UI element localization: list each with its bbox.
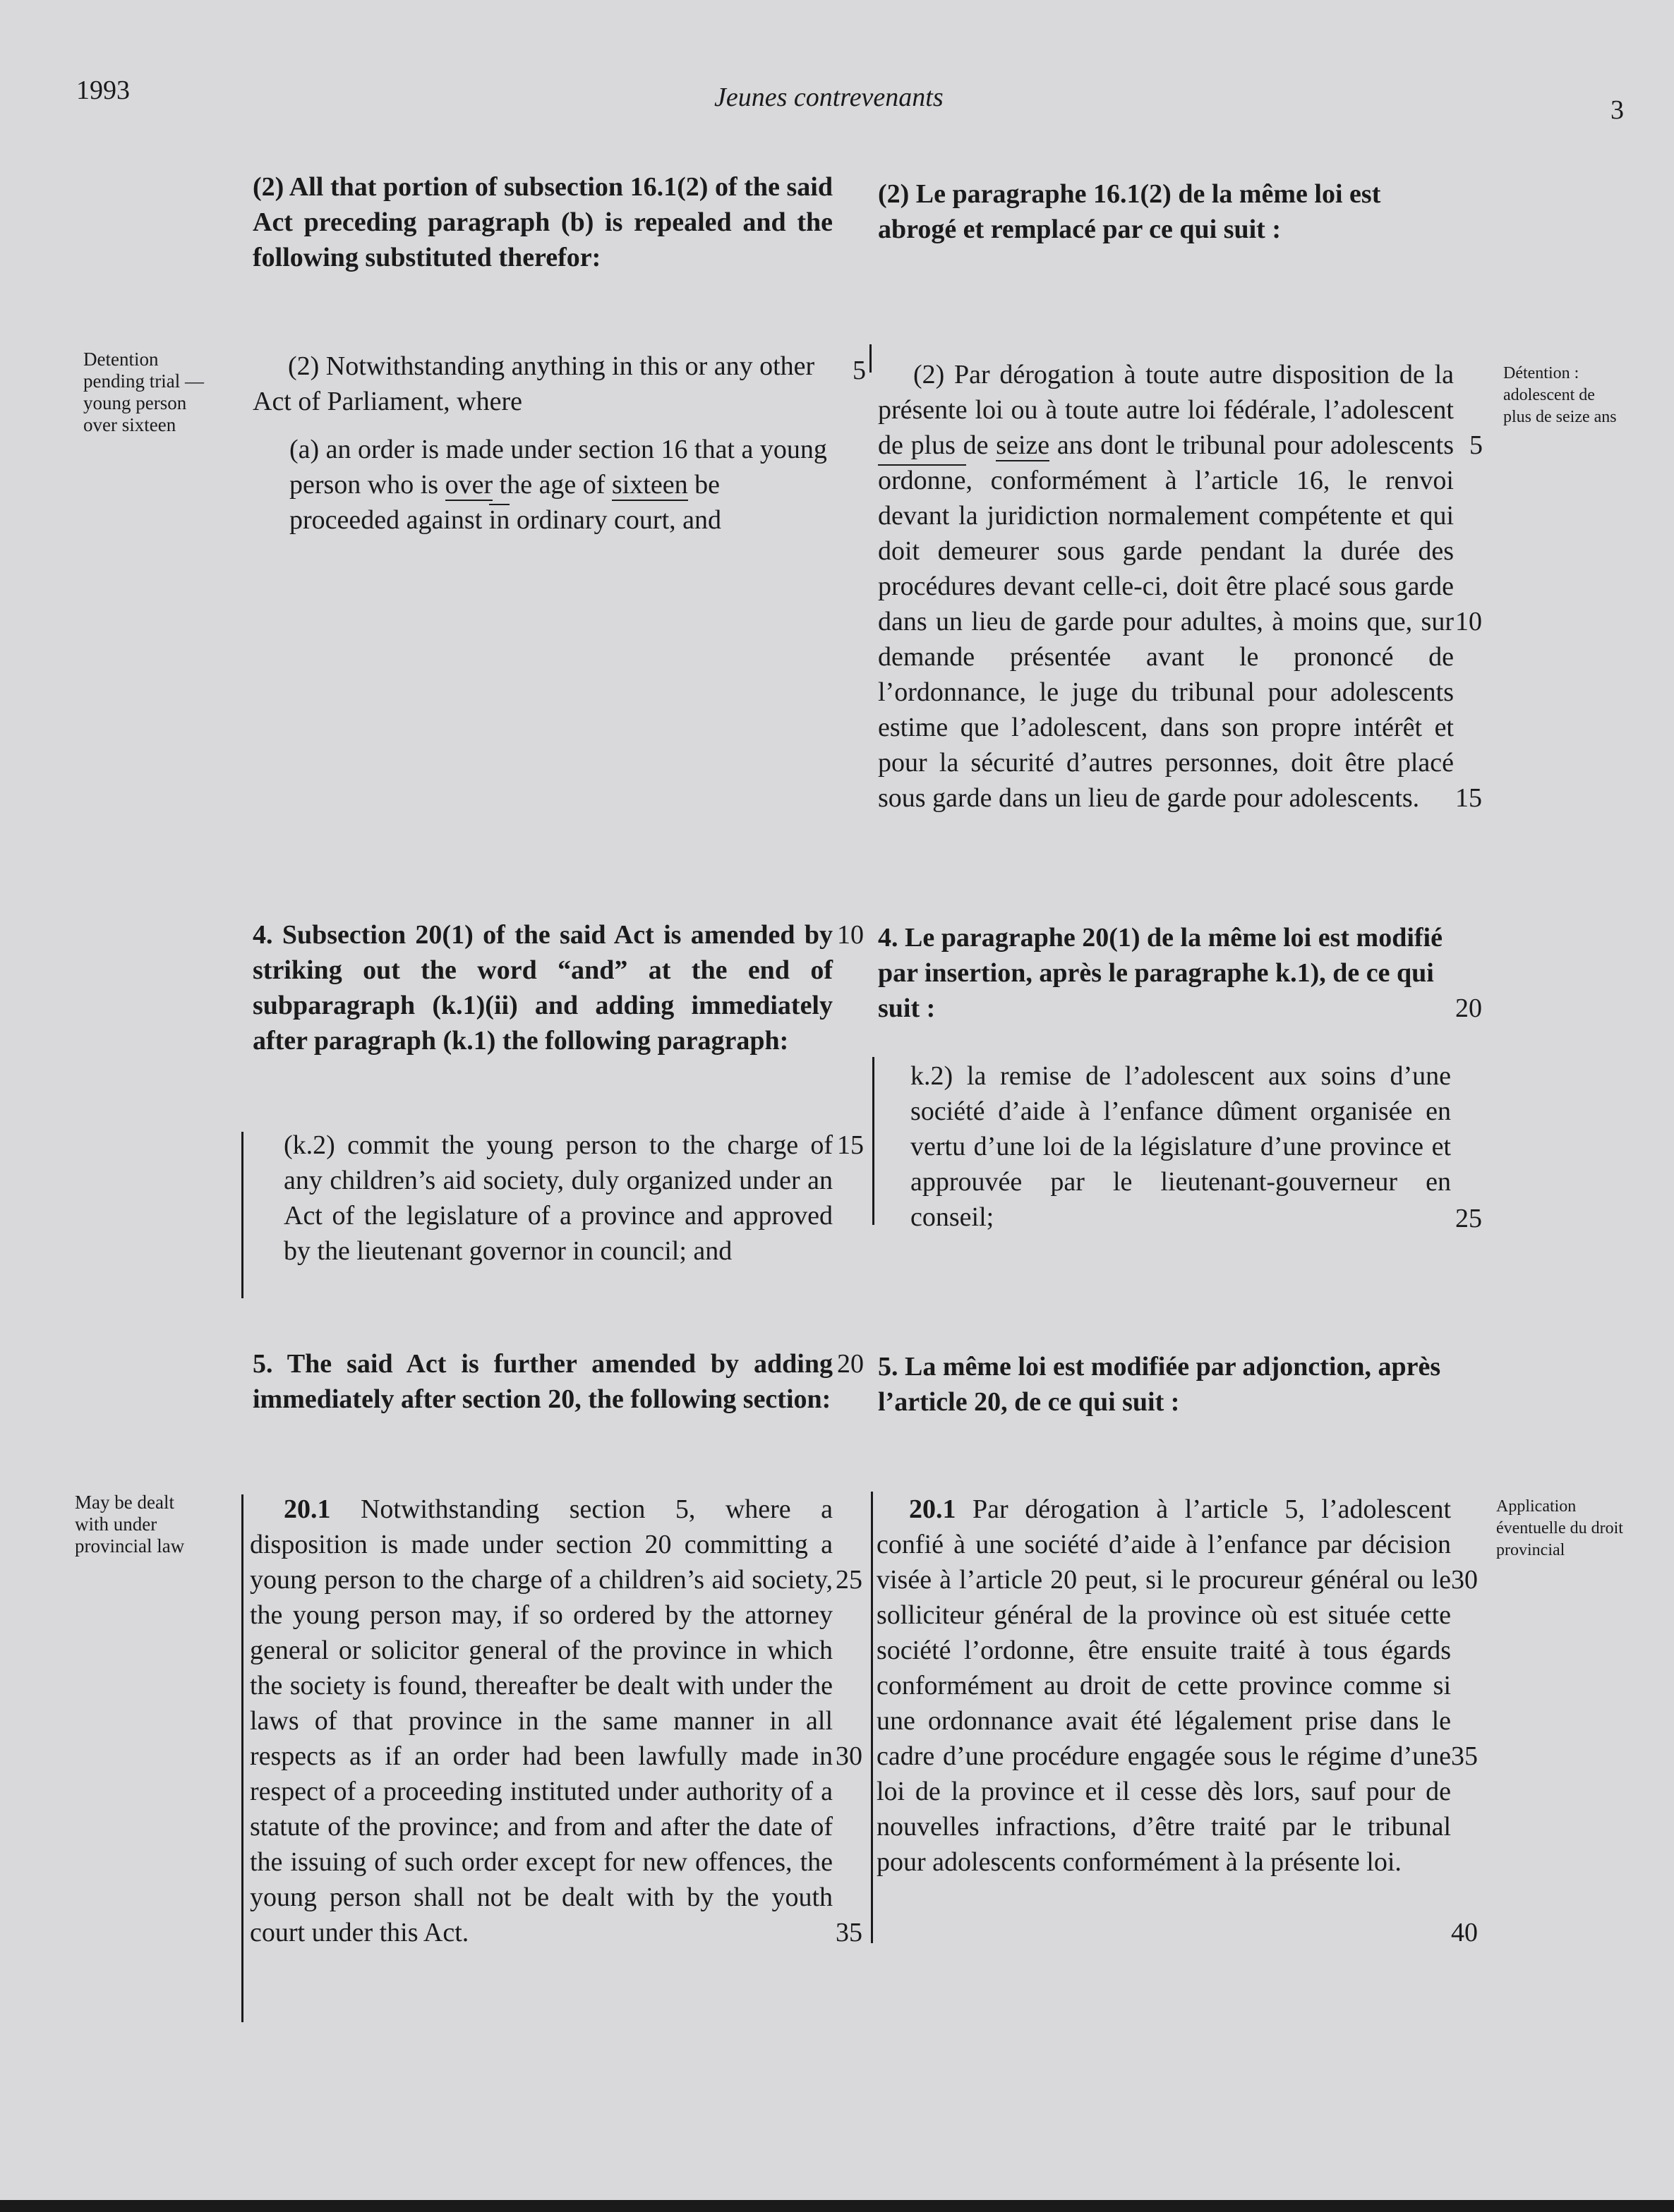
en-clause-3-text: (2) Notwithstanding anything in this or any other Act of Parliament, where	[253, 351, 815, 416]
en-para-a-part2: the age of	[499, 470, 606, 500]
en-line-number: 20	[837, 1349, 864, 1379]
fr-revision-bar-k2	[872, 1057, 874, 1225]
fr-line-number: 10	[1455, 607, 1482, 636]
fr-text-part3: , conformément à l’article 16, le renvoi devant la juridiction normalement compétente et qui doit demeurer sous garde pendant la durée des procédures devant celle-ci, doit être placé sous garde dans un lieu de garde pour adultes, à moins que, sur demande présentée avant le prononcé de l’ordonnance, le juge du tribunal pour adolescents estime que l’adolescent, dans son propre intérêt et pour la sécurité d’autres personnes, doit être placé sous garde dans un lieu de garde pour adolescents.	[878, 466, 1454, 813]
fr-text-part1: (2) Par dérogation à toute autre disposition de la présente loi ou à toute autre loi fédérale, l’adolescent de plus de	[878, 360, 1454, 460]
en-amended-word-in: in	[488, 505, 510, 535]
en-clause-3-paragraph-a	[289, 432, 833, 538]
fr-revision-tick	[869, 344, 872, 373]
margin-note-detention: Detention pending trial — young person over sixteen	[83, 349, 204, 435]
en-line-number: 15	[837, 1130, 864, 1160]
fr-line-number: 20	[1455, 993, 1482, 1023]
en-clause-4-text: (k.2) commit the young person to the charge of any children’s aid society, duly organized under an Act of the legislature of a province and approved by the lieutenant governor in council; and	[284, 1130, 833, 1266]
fr-section-20-1	[877, 1492, 1451, 1880]
fr-revision-bar-20-1	[871, 1492, 873, 1943]
en-line-number: 35	[836, 1918, 862, 1947]
en-para-a-part4: ordinary court, and	[516, 505, 722, 535]
fr-clause-4-heading: 4. Le paragraphe 20(1) de la même loi est modifié par insertion, après le paragraphe k.1), de ce qui suit :	[878, 923, 1443, 1023]
fr-clause-3-text	[878, 357, 1454, 816]
margin-note-provincial-law: May be dealt with under provincial law	[75, 1492, 185, 1557]
en-amended-word-sixteen: sixteen	[611, 470, 688, 500]
fr-line-number: 30	[1451, 1565, 1478, 1595]
fr-clause-3-heading: (2) Le paragraphe 16.1(2) de la même loi est abrogé et remplacé par ce qui suit :	[878, 179, 1381, 244]
en-section-number: 20.1	[284, 1494, 331, 1524]
fr-amended-word-seize: seize	[996, 430, 1050, 460]
en-revision-bar-20-1	[241, 1494, 243, 2022]
en-line-number: 25	[836, 1565, 862, 1595]
margin-note-detention-fr: Détention : adolescent de plus de seize ans	[1503, 364, 1617, 426]
fr-section-20-1-text: Par dérogation à l’article 5, l’adolescent confié à une société d’aide à l’enfance par décision visée à l’article 20 peut, si le procureur général ou le solliciteur général de la province où est située cette société l’ordonne, être ensuite traité à tous égards conformément au droit de cette province comme si une ordonnance avait été légalement prise dans le cadre d’une procédure engagée sous le régime d’une loi de la province et il cesse dès lors, sauf pour de nouvelles infractions, d’être traité par le tribunal pour adolescents conformément à la présente loi.	[877, 1494, 1451, 1877]
en-line-number: 10	[837, 920, 864, 950]
fr-text-part2: ans dont le tribunal pour adolescents	[1056, 430, 1454, 460]
fr-section-number: 20.1	[909, 1494, 956, 1524]
fr-line-number: 40	[1451, 1918, 1478, 1947]
en-amended-word-over: over	[445, 470, 493, 500]
fr-line-number: 15	[1455, 783, 1482, 813]
fr-clause-4-text: k.2) la remise de l’adolescent aux soins d’une société d’aide à l’enfance dûment organisée en vertu d’une loi de la législature d’une province et approuvée par le lieutenant-gouverneur en conseil;	[910, 1061, 1451, 1232]
page-number: 3	[1610, 95, 1624, 125]
fr-line-number: 35	[1451, 1741, 1478, 1771]
running-title: Jeunes contrevenants	[714, 83, 944, 112]
en-para-a-part3: be proceeded against	[289, 470, 720, 535]
en-line-number: 30	[836, 1741, 862, 1771]
fr-line-number: 25	[1455, 1204, 1482, 1233]
fr-clause-5-heading: 5. La même loi est modifiée par adjonction, après l’article 20, de ce qui suit :	[878, 1352, 1441, 1417]
en-revision-bar-k2	[241, 1132, 243, 1298]
en-clause-4-heading: 4. Subsection 20(1) of the said Act is amended by striking out the word “and” at the end of subparagraph (k.1)(ii) and adding immediately after paragraph (k.1) the following paragraph:	[253, 920, 833, 1056]
scan-edge	[0, 2200, 1674, 2212]
en-clause-5-heading: 5. The said Act is further amended by adding immediately after section 20, the following section:	[253, 1349, 833, 1414]
page-year: 1993	[76, 75, 130, 105]
margin-note-application-fr: Application éventuelle du droit provincial	[1496, 1497, 1623, 1559]
fr-line-number: 5	[1469, 430, 1483, 460]
fr-amended-word-ordonne: ordonne	[878, 466, 966, 495]
en-section-20-1	[250, 1492, 833, 1950]
en-clause-3-heading: (2) All that portion of subsection 16.1(2) of the said Act preceding paragraph (b) is repealed and the following substituted therefor:	[253, 172, 833, 272]
en-para-a-part1: (a) an order is made under section 16 that a young person who is	[289, 435, 827, 500]
en-section-20-1-text: Notwithstanding section 5, where a disposition is made under section 20 committing a young person to the charge of a children’s aid society, the young person may, if so ordered by the attorney general or solicitor general of the province in which the society is found, thereafter be dealt with under the laws of that province in the same manner in all respects as if an order had been lawfully made in respect of a proceeding instituted under authority of a statute of the province; and from and after the date of the issuing of such order except for new offences, the young person shall not be dealt with by the youth court under this Act.	[250, 1494, 833, 1947]
en-line-number: 5	[853, 356, 866, 385]
